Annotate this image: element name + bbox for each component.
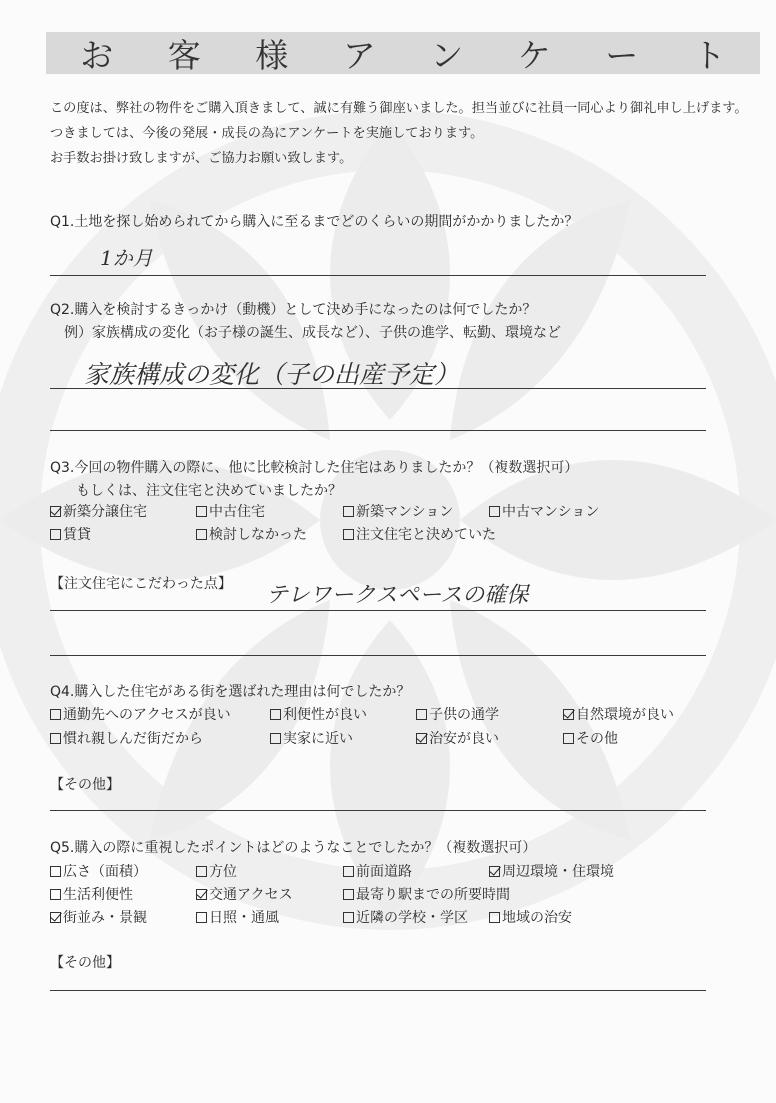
q5-option-area[interactable]: 広さ（面積） — [50, 861, 147, 881]
checkbox[interactable] — [50, 709, 61, 720]
checkbox[interactable] — [563, 733, 574, 744]
q3-option-no-comparison[interactable]: 検討しなかった — [196, 524, 307, 544]
q1-answer-line — [50, 275, 706, 276]
checkbox[interactable] — [50, 866, 61, 877]
intro-line-2: つきましては、今後の発展・成長の為にアンケートを実施しております。 — [50, 126, 484, 141]
checkbox[interactable] — [416, 709, 427, 720]
checkbox[interactable] — [196, 912, 207, 923]
q4-option-school-commute[interactable]: 子供の通学 — [416, 704, 499, 724]
checkbox-checked[interactable] — [196, 889, 207, 900]
q2-question: Q2.購入を検討するきっかけ（動機）として決め手になったのは何でしたか？ — [50, 302, 537, 318]
intro-text — [50, 96, 748, 171]
checkbox[interactable] — [270, 733, 281, 744]
q3-option-new-condo[interactable]: 新築マンション — [343, 501, 453, 521]
q5-option-transport[interactable]: 交通アクセス — [196, 884, 293, 904]
checkbox[interactable] — [489, 506, 500, 517]
q4-option-nature[interactable]: 自然環境が良い — [563, 704, 674, 724]
page-title: お 客 様 ア ン ケ ー ト — [80, 35, 748, 75]
q5-option-townscape[interactable]: 街並み・景観 — [50, 907, 147, 927]
q4-option-convenience[interactable]: 利便性が良い — [270, 704, 367, 724]
checkbox[interactable] — [343, 529, 354, 540]
q3-option-custom-decided[interactable]: 注文住宅と決めていた — [343, 524, 496, 544]
checkbox-checked[interactable] — [489, 866, 500, 877]
q5-option-orientation[interactable]: 方位 — [196, 861, 237, 881]
q2-answer-line-2 — [50, 430, 706, 431]
checkbox[interactable] — [343, 889, 354, 900]
q1-answer[interactable]: 1か月 — [100, 246, 153, 270]
q3-option-used-condo[interactable]: 中古マンション — [489, 501, 599, 521]
checkbox[interactable] — [343, 912, 354, 923]
q5-option-station-time[interactable]: 最寄り駅までの所要時間 — [343, 884, 510, 904]
checkbox-checked[interactable] — [563, 709, 574, 720]
checkbox-checked[interactable] — [416, 733, 427, 744]
q2-answer[interactable]: 家族構成の変化（子の出産予定） — [84, 360, 460, 389]
q5-other-line[interactable] — [50, 990, 706, 991]
checkbox[interactable] — [343, 866, 354, 877]
q5-question: Q5.購入の際に重視したポイントはどのようなことでしたか？（複数選択可） — [50, 840, 537, 856]
q4-other-line[interactable] — [50, 810, 706, 811]
q4-question: Q4.購入した住宅がある街を選ばれた理由は何でしたか？ — [50, 684, 411, 700]
checkbox-checked[interactable] — [50, 506, 61, 517]
q3-custom-label: 【注文住宅にこだわった点】 — [50, 576, 232, 592]
q4-other-label: 【その他】 — [50, 777, 120, 793]
q2-answer-line-1 — [50, 388, 706, 389]
checkbox[interactable] — [343, 506, 354, 517]
q5-option-front-road[interactable]: 前面道路 — [343, 861, 412, 881]
checkbox-checked[interactable] — [50, 912, 61, 923]
checkbox[interactable] — [50, 529, 61, 540]
checkbox[interactable] — [196, 866, 207, 877]
q1-question: Q1.土地を探し始められてから購入に至るまでどのくらいの期間がかかりましたか？ — [50, 214, 579, 230]
checkbox[interactable] — [50, 733, 61, 744]
q5-option-surroundings[interactable]: 周辺環境・住環境 — [489, 861, 614, 881]
q3-option-rental[interactable]: 賃貸 — [50, 524, 91, 544]
q3-answer-line-1 — [50, 610, 706, 611]
q3-custom-answer[interactable]: テレワークスペースの確保 — [266, 583, 529, 608]
checkbox[interactable] — [489, 912, 500, 923]
q2-example: 例）家族構成の変化（お子様の誕生、成長など）、子供の進学、転勤、環境など — [64, 325, 561, 341]
checkbox[interactable] — [270, 709, 281, 720]
q4-option-other[interactable]: その他 — [563, 728, 618, 748]
q3-option-new-detached[interactable]: 新築分譲住宅 — [50, 501, 147, 521]
checkbox[interactable] — [50, 889, 61, 900]
intro-line-1: この度は、弊社の物件をご購入頂きまして、誠に有難う御座いました。担当並びに社員一同心より御礼申し上げます。 — [50, 101, 748, 116]
q3-answer-line-2 — [50, 655, 706, 656]
q5-other-label: 【その他】 — [50, 955, 120, 971]
q4-option-commute[interactable]: 通勤先へのアクセスが良い — [50, 704, 231, 724]
q5-option-school-district[interactable]: 近隣の学校・学区 — [343, 907, 468, 927]
q5-option-living-convenience[interactable]: 生活利便性 — [50, 884, 133, 904]
q3-option-used-house[interactable]: 中古住宅 — [196, 501, 265, 521]
intro-line-3: お手数お掛け致しますが、ご協力お願い致します。 — [50, 151, 353, 166]
checkbox[interactable] — [196, 529, 207, 540]
q5-option-regional-safety[interactable]: 地域の治安 — [489, 907, 572, 927]
q4-option-safety[interactable]: 治安が良い — [416, 728, 499, 748]
title-band — [46, 32, 760, 74]
q4-option-familiar[interactable]: 慣れ親しんだ街だから — [50, 728, 203, 748]
q5-option-sunlight[interactable]: 日照・通風 — [196, 907, 279, 927]
q4-option-near-parents[interactable]: 実家に近い — [270, 728, 353, 748]
checkbox[interactable] — [196, 506, 207, 517]
q3-subquestion: もしくは、注文住宅と決めていましたか？ — [76, 483, 342, 499]
q3-question: Q3.今回の物件購入の際に、他に比較検討した住宅はありましたか？（複数選択可） — [50, 460, 579, 476]
